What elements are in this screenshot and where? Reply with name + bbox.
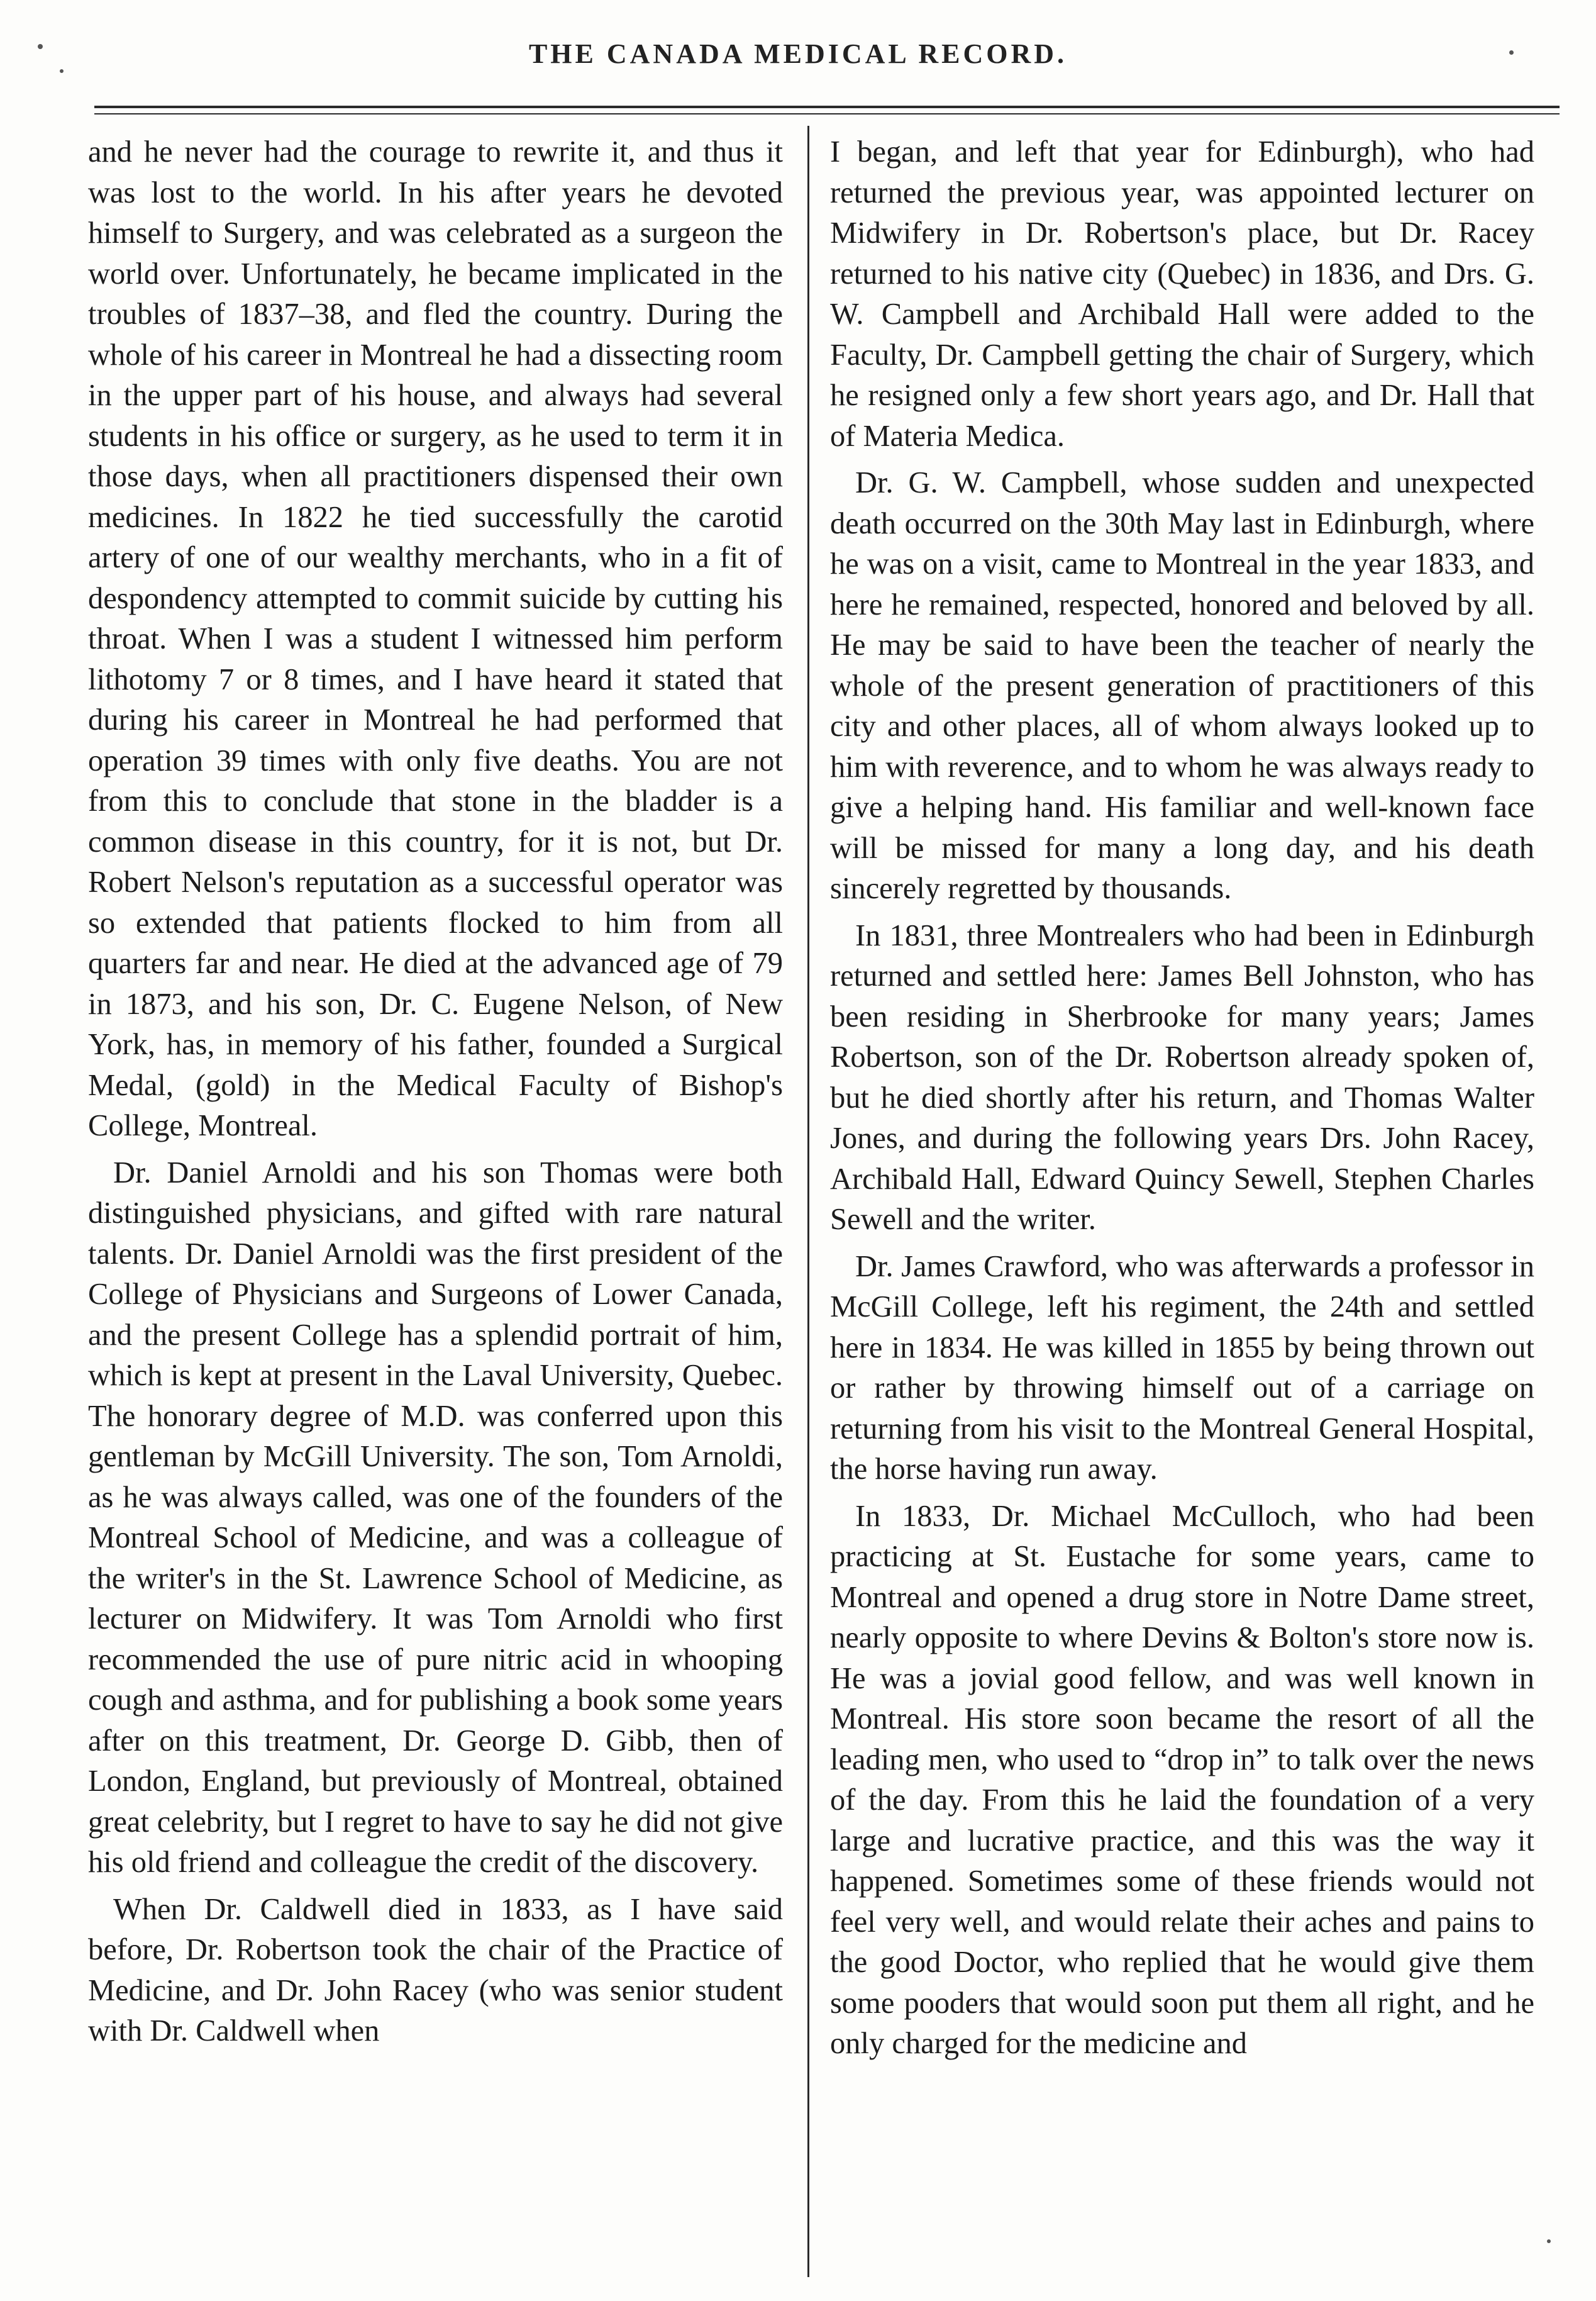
running-header: THE CANADA MEDICAL RECORD.: [528, 38, 1068, 69]
right-paragraph-1: I began, and left that year for Edinburgh), who had returned the previous year, was appointed lecturer on Midwifery in Dr. Robertson's place, but Dr. Racey returned to his native city (Quebec) in 1836, and Drs. G. W. Campbell and Archibald Hall were added to the Faculty, Dr. Campbell getting the chair of Surgery, which he resigned only a few short years ago, and Dr. Hall that of Materia Medica.: [830, 135, 1534, 453]
left-column: [88, 132, 783, 2052]
right-column: [830, 132, 1534, 2064]
scan-speck: [1509, 50, 1514, 55]
left-paragraph-2: Dr. Daniel Arnoldi and his son Thomas were both distinguished physicians, and gifted with rare natural talents. Dr. Daniel Arnoldi was the first president of the College of Physicians and Surgeons of Lower Canada, and the present College has a splendid portrait of him, which is kept at present in the Laval University, Quebec. The honorary degree of M.D. was conferred upon this gentleman by McGill University. The son, Tom Arnoldi, as he was always called, was one of the founders of the Montreal School of Medicine, and was a colleague of the writer's in the St. Lawrence School of Medicine, as lecturer on Midwifery. It was Tom Arnoldi who first recommended the use of pure nitric acid in whooping cough and asthma, and for publishing a book some years after on this treatment, Dr. George D. Gibb, then of London, England, but previously of Montreal, obtained great celebrity, but I regret to have to say he did not give his old friend and colleague the credit of the discovery.: [88, 1156, 783, 1879]
left-paragraph-3: When Dr. Caldwell died in 1833, as I have said before, Dr. Robertson took the chair of the Practice of Medicine, and Dr. John Racey (who was senior student with Dr. Caldwell when: [88, 1892, 783, 2048]
scan-speck: [38, 44, 43, 49]
scan-speck: [1547, 2239, 1551, 2243]
right-paragraph-4: Dr. James Crawford, who was afterwards a professor in McGill College, left his regiment, the 24th and settled here in 1834. He was killed in 1855 by being thrown out or rather by throwing himself out of a carriage on returning from his visit to the Montreal General Hospital, the horse having run away.: [830, 1249, 1534, 1486]
column-divider: [807, 126, 809, 2277]
right-paragraph-2: Dr. G. W. Campbell, whose sudden and unexpected death occurred on the 30th May last in Edinburgh, where he was on a visit, came to Montreal in the year 1833, and here he remained, respected, honored and beloved by all. He may be said to have been the teacher of nearly the whole of the present generation of practitioners of this city and other places, all of whom always looked up to him with reverence, and to whom he was always ready to give a helping hand. His familiar and well-known face will be missed for many a long day, and his death sincerely regretted by thousands.: [830, 466, 1534, 905]
right-paragraph-3: In 1831, three Montrealers who had been in Edinburgh returned and settled here: James Bell Johnston, who has been residing in Sherbrooke for many years; James Robertson, son of the Dr. Robertson already spoken of, but he died shortly after his return, and Thomas Walter Jones, and during the following years Drs. John Racey, Archibald Hall, Edward Quincy Sewell, Stephen Charles Sewell and the writer.: [830, 918, 1534, 1236]
scan-speck: [60, 69, 64, 73]
right-paragraph-5: In 1833, Dr. Michael McCulloch, who had been practicing at St. Eustache for some years, came to Montreal and opened a drug store in Notre Dame street, nearly opposite to where Devins & Bolton's store now is. He was a jovial good fellow, and was well known in Montreal. His store soon became the resort of all the leading men, who used to “drop in” to talk over the news of the day. From this he laid the foundation of a very large and lucrative practice, and this was the way it happened. Sometimes some of these friends would not feel very well, and would relate their aches and pains to the good Doctor, who replied that he would give them some pooders that would soon put them all right, and he only charged for the medicine and: [830, 1499, 1534, 2060]
header-rule-top: [94, 106, 1560, 108]
left-paragraph-1: and he never had the courage to rewrite it, and thus it was lost to the world. In his after years he devoted himself to Surgery, and was celebrated as a surgeon the world over. Unfortunately, he became implicated in the troubles of 1837–38, and fled the country. During the whole of his career in Montreal he had a dissecting room in the upper part of his house, and always had several students in his office or surgery, as he used to term it in those days, when all practitioners dispensed their own medicines. In 1822 he tied successfully the carotid artery of one of our wealthy merchants, who in a fit of despondency attempted to commit suicide by cutting his throat. When I was a student I witnessed him perform lithotomy 7 or 8 times, and I have heard it stated that during his career in Montreal he had performed that operation 39 times with only five deaths. You are not from this to conclude that stone in the bladder is a common disease in this country, for it is not, but Dr. Robert Nelson's reputation as a successful operator was so extended that patients flocked to him from all quarters far and near. He died at the advanced age of 79 in 1873, and his son, Dr. C. Eugene Nelson, of New York, has, in memory of his father, founded a Surgical Medal, (gold) in the Medical Faculty of Bishop's College, Montreal.: [88, 135, 783, 1142]
header-rule-bottom: [94, 113, 1560, 114]
